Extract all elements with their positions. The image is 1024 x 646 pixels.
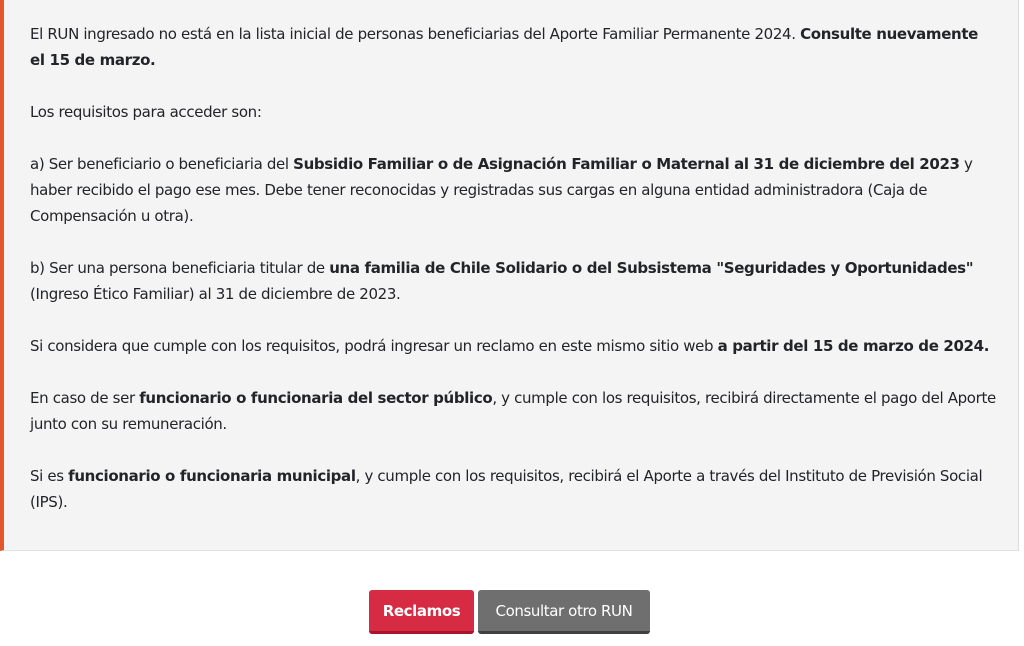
text-span: En caso de ser xyxy=(30,389,140,407)
consultar-otro-run-button[interactable]: Consultar otro RUN xyxy=(478,590,650,634)
text-span: Si es xyxy=(30,467,69,485)
notice-paragraph-municipal xyxy=(30,463,996,515)
text-span: , y cumple con los requisitos, recibirá el Aporte a través del Instituto de Previsión Social (IPS). xyxy=(30,467,983,511)
text-span: , y cumple con los requisitos, recibirá directamente el pago del Aporte junto con su remuneración. xyxy=(30,389,996,433)
notice-paragraph-claim-info xyxy=(30,333,996,359)
text-span-bold: a partir del 15 de marzo de 2024. xyxy=(717,337,990,355)
text-span: El RUN ingresado no está en la lista inicial de personas beneficiarias del Aporte Familiar Permanente 2024. xyxy=(30,25,801,43)
notice-body xyxy=(30,21,996,541)
notice-paragraph-public-sector xyxy=(30,385,996,437)
text-span-bold: Consulte nuevamente el 15 de marzo. xyxy=(30,25,979,69)
text-span: Si considera que cumple con los requisitos, podrá ingresar un reclamo en este mismo sitio web xyxy=(30,337,718,355)
text-span: a) Ser beneficiario o beneficiaria del xyxy=(30,155,294,173)
text-span-bold: una familia de Chile Solidario o del Subsistema "Seguridades y Oportunidades" xyxy=(329,259,974,277)
notice-paragraph-not-found xyxy=(30,21,996,73)
notice-paragraph-requirement-b xyxy=(30,255,996,307)
action-buttons xyxy=(369,590,650,635)
notice-paragraph-requirements-intro xyxy=(30,99,996,125)
text-span: Los requisitos para acceder son: xyxy=(30,103,262,121)
text-span: b) Ser una persona beneficiaria titular de xyxy=(30,259,330,277)
text-span-bold: funcionario o funcionaria del sector público xyxy=(139,389,493,407)
notice-paragraph-requirement-a xyxy=(30,151,996,229)
text-span-bold: Subsidio Familiar o de Asignación Familiar o Maternal al 31 de diciembre del 2023 xyxy=(293,155,960,173)
text-span-bold: funcionario o funcionaria municipal xyxy=(68,467,356,485)
text-span: (Ingreso Ético Familiar) al 31 de diciembre de 2023. xyxy=(30,285,401,303)
reclamos-button[interactable]: Reclamos xyxy=(369,590,474,634)
text-span: y haber recibido el pago ese mes. Debe tener reconocidas y registradas sus cargas en alguna entidad administradora (Caja de Compensación u otra). xyxy=(30,155,973,225)
